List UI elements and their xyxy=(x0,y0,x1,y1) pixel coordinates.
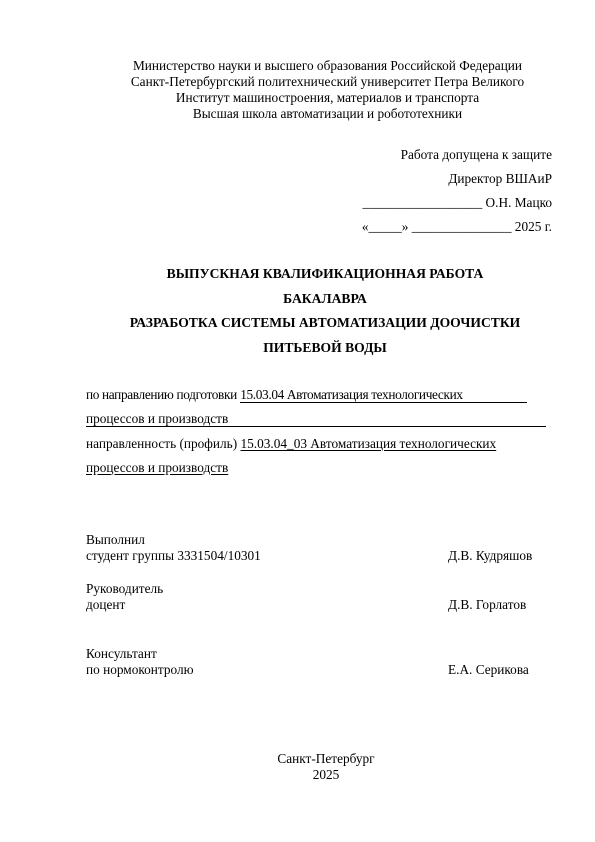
school-line: Высшая школа автоматизации и робототехники xyxy=(192,106,463,121)
university-line: Санкт-Петербургский политехнический университет Петра Великого xyxy=(130,74,525,89)
profile-value-cont: процессов и производств xyxy=(86,460,229,475)
work-type-title: ВЫПУСКНАЯ КВАЛИФИКАЦИОННАЯ РАБОТА xyxy=(166,266,484,281)
direction-value-text: 15.03.04 Автоматизация технологических xyxy=(240,387,463,402)
year: 2025 xyxy=(312,767,340,782)
thesis-title-line2: ПИТЬЕВОЙ ВОДЫ xyxy=(263,340,387,355)
supervisor-role: Руководитель xyxy=(86,581,164,596)
director-name: О.Н. Мацко xyxy=(485,195,552,210)
direction-value-cont xyxy=(86,412,546,427)
date-year: 2025 г. xyxy=(514,219,552,234)
institute-line: Институт машиностроения, материалов и транспорта xyxy=(175,90,480,105)
ministry-line: Министерство науки и высшего образования Российской Федерации xyxy=(132,58,523,73)
date-close-quote: » xyxy=(401,219,409,234)
approval-date-line xyxy=(362,219,552,235)
admitted-to-defense: Работа допущена к защите xyxy=(400,147,552,162)
director-signature-line xyxy=(363,195,552,211)
director-title: Директор ВШАиР xyxy=(448,171,552,186)
performer-name: Д.В. Кудряшов xyxy=(448,548,533,563)
direction-prefix: по направлению подготовки xyxy=(86,387,237,402)
supervisor-name: Д.В. Горлатов xyxy=(448,597,527,612)
direction-line2 xyxy=(86,411,546,427)
date-open-quote: « xyxy=(361,219,369,234)
date-day-blank: _____ xyxy=(368,219,402,234)
direction-value-cont-text: процессов и производств xyxy=(86,411,229,426)
date-month-blank: _______________ xyxy=(411,219,512,234)
profile-line1 xyxy=(86,436,496,452)
performer-position: студент группы 3331504/10301 xyxy=(86,548,261,563)
thesis-title-line1: РАЗРАБОТКА СИСТЕМЫ АВТОМАТИЗАЦИИ ДООЧИСТКИ xyxy=(129,315,521,330)
profile-line2 xyxy=(86,460,228,476)
performer-role: Выполнил xyxy=(86,532,145,547)
consultant-position: по нормоконтролю xyxy=(86,662,194,677)
consultant-name: Е.А. Серикова xyxy=(448,662,529,677)
supervisor-position: доцент xyxy=(86,597,126,612)
profile-prefix: направленность (профиль) xyxy=(86,436,238,451)
direction-value xyxy=(240,388,527,403)
consultant-role: Консультант xyxy=(86,646,157,661)
direction-line1 xyxy=(86,387,546,403)
profile-value: 15.03.04_03 Автоматизация технологических xyxy=(240,436,497,451)
signature-blank: __________________ xyxy=(362,195,483,210)
degree-title: БАКАЛАВРА xyxy=(283,291,367,306)
city: Санкт-Петербург xyxy=(277,751,375,766)
